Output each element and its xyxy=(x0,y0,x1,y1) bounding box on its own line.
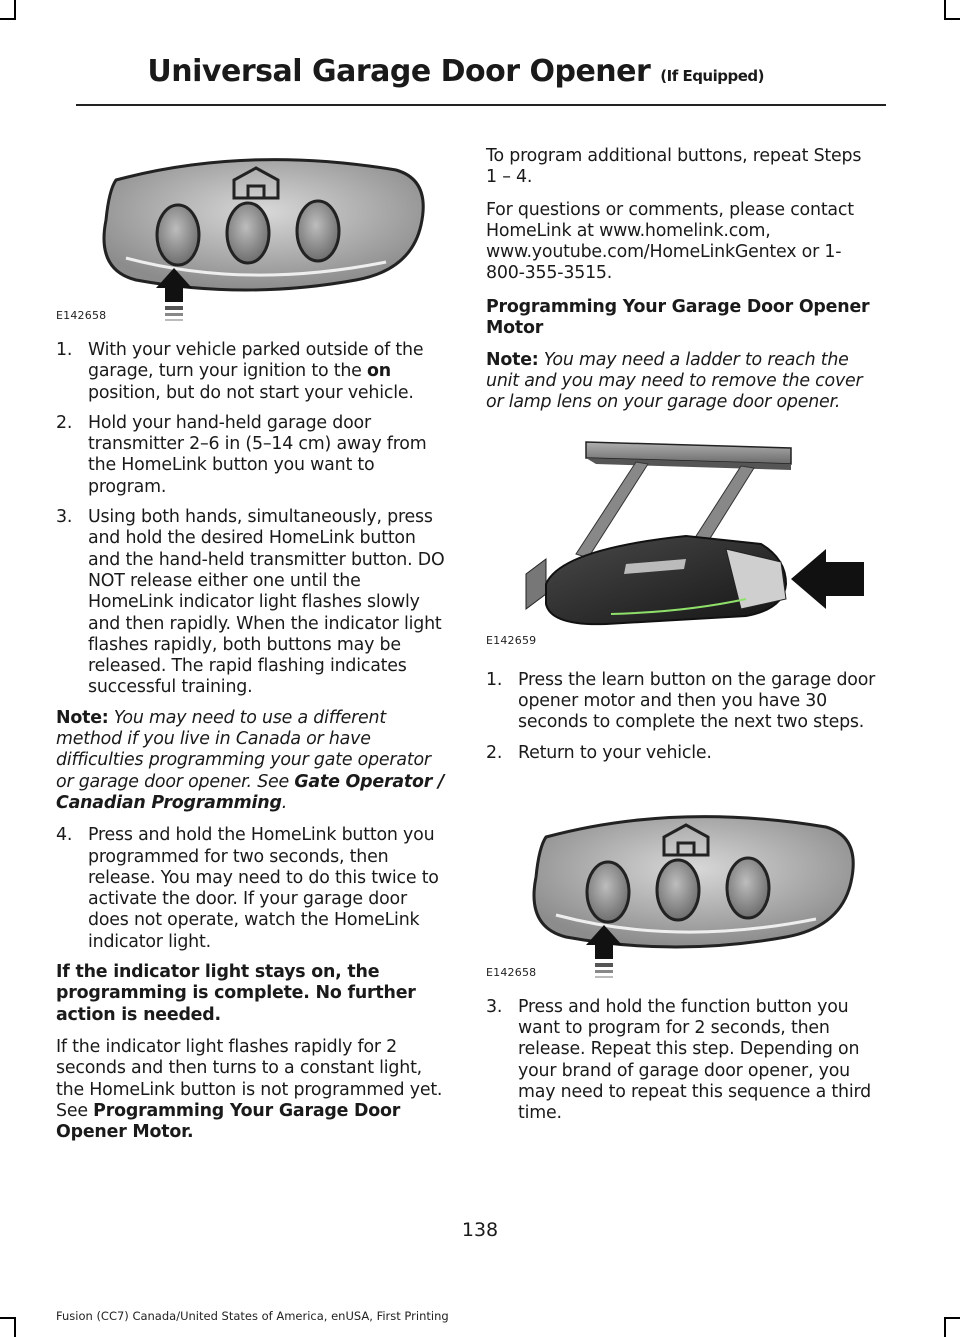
crop-mark xyxy=(14,0,16,20)
step-item xyxy=(56,340,446,404)
paragraph-text: If the indicator light flashes rapidly for 2 seconds and then turns to a constant light, the HomeLink button is not programmed yet. See xyxy=(56,1036,443,1121)
step-number: 4. xyxy=(56,825,73,846)
step-item xyxy=(56,825,446,953)
step-item xyxy=(486,997,876,1125)
step-item xyxy=(486,743,876,764)
step-number: 3. xyxy=(56,507,73,528)
note-paragraph xyxy=(56,708,446,814)
opener-motor-figure xyxy=(486,434,876,656)
figure-code: E142658 xyxy=(486,965,537,979)
note-text: You may need to use a different method if you live in Canada or have difficulties programming your gate operator or garage door opener. See xyxy=(56,707,431,792)
left-column xyxy=(56,140,446,1154)
note-text: You may need a ladder to reach the unit and you may need to remove the cover or lamp lens on your garage door opener. xyxy=(486,349,863,413)
section-title: Programming Your Garage Door Opener Motor xyxy=(486,296,870,338)
figure-code: E142659 xyxy=(486,634,537,648)
page-title-subtitle: (If Equipped) xyxy=(660,67,764,85)
crop-mark xyxy=(944,1317,946,1337)
step-item xyxy=(56,413,446,498)
crop-mark xyxy=(14,1317,16,1337)
note-label: Note: xyxy=(56,707,109,728)
header-rule xyxy=(76,104,886,106)
step-text: Press the learn button on the garage door opener motor and then you have 30 seconds to complete the next two steps. xyxy=(518,669,876,733)
crop-mark xyxy=(944,0,946,20)
page-title-text: Universal Garage Door Opener xyxy=(147,54,651,89)
cross-reference-link[interactable]: Programming Your Garage Door Opener Motor xyxy=(56,1100,401,1143)
step-number: 1. xyxy=(56,340,73,360)
ignition-on-label: on xyxy=(366,361,391,382)
garage-opener-motor-illustration xyxy=(486,434,876,656)
step-text: With your vehicle parked outside of the garage, turn your ignition to the xyxy=(88,340,424,382)
arrow-left-icon xyxy=(791,549,864,609)
homelink-figure-top xyxy=(56,140,446,330)
bold-paragraph: If the indicator light stays on, the programming is complete. No further action is needed. xyxy=(56,962,416,1025)
paragraph: To program additional buttons, repeat Steps 1 – 4. xyxy=(486,146,862,188)
footer-text: Fusion (CC7) Canada/United States of America, enUSA, First Printing xyxy=(56,1309,449,1323)
step-number: 2. xyxy=(56,412,73,433)
paragraph xyxy=(56,1037,446,1143)
figure-code: E142658 xyxy=(56,308,107,322)
note-paragraph xyxy=(486,350,876,414)
step-text: Hold your hand-held garage door transmitter 2–6 in (5–14 cm) away from the HomeLink button you want to program. xyxy=(88,412,427,497)
homelink-buttons-illustration xyxy=(486,792,876,987)
crop-mark xyxy=(0,18,16,20)
note-label: Note: xyxy=(486,349,539,370)
paragraph-end: . xyxy=(187,1122,194,1143)
step-number: 1. xyxy=(486,669,503,690)
step-number: 3. xyxy=(486,996,503,1017)
homelink-buttons-illustration xyxy=(56,140,446,330)
step-text: position, but do not start your vehicle. xyxy=(88,382,414,403)
page-title xyxy=(147,54,764,89)
step-item xyxy=(486,670,876,734)
crop-mark xyxy=(0,1317,16,1319)
crop-mark xyxy=(944,1317,960,1319)
step-text: Return to your vehicle. xyxy=(518,742,712,763)
step-text: Using both hands, simultaneously, press and hold the desired HomeLink button and the hand-held transmitter button. DO NOT release either one until the HomeLink indicator light flashes slowly and then rapidly. When the indicator light flashes rapidly, both buttons may be released. The rapid flashing indicates successful training. xyxy=(88,507,445,698)
cross-reference-link[interactable]: Gate Operator / Canadian Programming xyxy=(56,771,445,813)
page-number: 138 xyxy=(461,1219,499,1241)
step-text: Press and hold the HomeLink button you programmed for two seconds, then release. You may need to do this twice to activate the door. If your garage door does not operate, watch the HomeLink indicator light. xyxy=(88,825,439,952)
step-text: Press and hold the function button you want to program for 2 seconds, then release. Repeat this step. Depending on your brand of garage door opener, you may need to repeat this sequence a third time. xyxy=(518,996,871,1124)
right-column xyxy=(486,140,876,1134)
contact-paragraph: For questions or comments, please contact HomeLink at www.homelink.com, www.youtube.com/HomeLinkGentex or 1-800-355-3515. xyxy=(486,199,854,284)
note-end: . xyxy=(281,792,288,813)
step-item xyxy=(56,507,446,699)
step-number: 2. xyxy=(486,742,503,763)
homelink-figure-bottom xyxy=(486,792,876,987)
crop-mark xyxy=(944,18,960,20)
